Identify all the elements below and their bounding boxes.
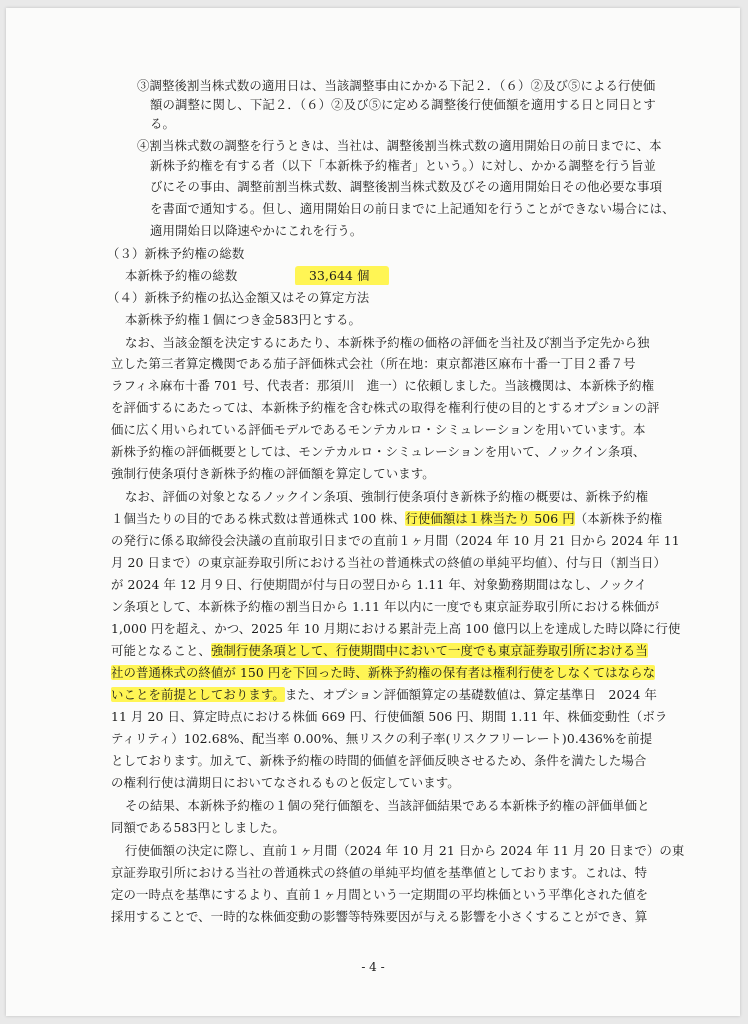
text-line xyxy=(111,464,435,483)
text-line xyxy=(111,729,652,748)
text-line xyxy=(111,907,647,926)
highlighted-text: いことを前提としております。 xyxy=(111,687,285,702)
text-line xyxy=(111,818,285,837)
text-segment: その結果、本新株予約権の１個の発行価額を、当該評価結果である本新株予約権の評価単価と xyxy=(125,798,650,813)
text-line xyxy=(125,841,684,860)
text-line xyxy=(111,885,648,904)
text-segment: （４）新株予約権の払込金額又はその算定方法 xyxy=(107,290,370,305)
text-line xyxy=(111,597,659,616)
text-segment: 価に広く用いられている評価モデルであるモンテカルロ・シミュレーションを用いています。本 xyxy=(111,422,646,437)
text-line xyxy=(107,244,244,263)
text-line xyxy=(111,863,647,882)
text-segment: 同額である583円としました。 xyxy=(111,820,285,835)
text-segment: 額の調整に関し、下記２．（６）②及び⑤に定める調整後行使価額を適用する日と同日とす xyxy=(150,97,656,112)
text-line xyxy=(150,114,175,133)
text-segment: １個当たりの目的である株式数は普通株式 100 株、 xyxy=(111,511,406,526)
text-line xyxy=(111,354,636,373)
text-segment: 新株予約権を有する者（以下「本新株予約権者」という。）に対し、かかる調整を行う旨並 xyxy=(150,158,656,173)
text-line xyxy=(111,751,646,770)
highlight-marker: 33,644 個 xyxy=(295,266,389,285)
document-page xyxy=(6,8,740,1016)
text-line xyxy=(125,266,237,285)
highlighted-text: 強制行使条項として、行使期間中において一度でも東京証券取引所における当 xyxy=(210,643,648,658)
text-line xyxy=(111,619,680,638)
text-segment: （３）新株予約権の総数 xyxy=(107,246,245,261)
text-segment: 立した第三者算定機関である茄子評価株式会社（所在地：東京都港区麻布十番一丁目２番７号 xyxy=(111,356,636,371)
text-line xyxy=(111,641,648,660)
text-segment: の権利行使は満期日においてなされるものと仮定しています。 xyxy=(111,775,460,790)
total-rights-count xyxy=(295,266,389,285)
text-line xyxy=(111,773,460,792)
text-segment: としております。加えて、新株予約権の時間的価値を評価反映させるため、条件を満たした場合 xyxy=(111,753,647,768)
text-line xyxy=(111,663,655,682)
text-line xyxy=(150,199,675,218)
text-line xyxy=(107,288,369,307)
text-line xyxy=(137,76,655,95)
text-line xyxy=(111,707,667,726)
text-segment: ラフィネ麻布十番 701 号、代表者：那須川 進一）に依頼しました。当該機関は、本新株予約権 xyxy=(111,378,655,393)
text-segment: 可能となること、 xyxy=(111,643,211,658)
text-line xyxy=(125,796,650,815)
text-segment: 11 月 20 日、算定時点における株価 669 円、行使価額 506 円、期間 1.11 年、株価変動性（ボラ xyxy=(111,709,668,724)
text-segment: 月 20 日まで）の東京証券取引所における当社の普通株式の終値の単純平均値）、付与日（割当日） xyxy=(111,555,666,570)
text-line xyxy=(111,575,647,594)
text-line xyxy=(150,156,656,175)
text-line xyxy=(111,509,662,528)
page-number: - 4 - xyxy=(361,960,385,974)
text-segment: を評価するにあたっては、本新株予約権を含む株式の取得を権利行使の目的とするオプションの評 xyxy=(111,400,660,415)
text-segment: びにその事由、調整前割当株式数、調整後割当株式数及びその適用開始日その他必要な事項 xyxy=(150,179,663,194)
text-line xyxy=(111,442,645,461)
text-segment: 採用することで、一時的な株価変動の影響等特殊要因が与える影響を小さくすることができ、算 xyxy=(111,909,648,924)
text-line xyxy=(137,136,662,155)
text-segment: ④割当株式数の調整を行うときは、当社は、調整後割当株式数の適用開始日の前日までに、本 xyxy=(137,138,662,153)
text-segment: 強制行使条項付き新株予約権の評価額を算定しています。 xyxy=(111,466,435,481)
text-segment: ン条項として、本新株予約権の割当日から 1.11 年以内に一度でも東京証券取引所における株価が xyxy=(111,599,659,614)
text-line xyxy=(150,221,362,240)
text-line xyxy=(111,376,654,395)
text-segment: る。 xyxy=(150,116,175,131)
text-segment: 行使価額の決定に際し、直前１ヶ月間（2024 年 10 月 21 日から 2024 年 11 月 20 日まで）の東 xyxy=(125,843,685,858)
text-line xyxy=(125,310,361,329)
text-segment: ③調整後割当株式数の適用日は、当該調整事由にかかる下記２．（６）②及び⑤による行使価 xyxy=(137,78,656,93)
text-line xyxy=(111,420,646,439)
text-line xyxy=(125,487,648,506)
text-segment: を書面で通知する。但し、適用開始日の前日までに上記通知を行うことができない場合には、 xyxy=(150,201,675,216)
text-line xyxy=(125,333,650,352)
text-line xyxy=(111,685,657,704)
text-segment: の発行に係る取締役会決議の直前取引日までの直前１ヶ月間（2024 年 10 月 21 日から 2024 年 11 xyxy=(111,533,680,548)
text-segment: 本新株予約権１個につき金583円とする。 xyxy=(125,312,362,327)
text-segment: 京証券取引所における当社の普通株式の終値の単純平均値を基準値としております。これは、特 xyxy=(111,865,648,880)
text-segment: 適用開始日以降速やかにこれを行う。 xyxy=(150,223,363,238)
text-line xyxy=(111,398,659,417)
text-line xyxy=(150,177,662,196)
text-line xyxy=(150,95,656,114)
text-segment: 本新株予約権の総数 xyxy=(125,268,238,283)
text-segment: ティリティ）102.68%、配当率 0.00%、無リスクの利子率(リスクフリーレート)0.436%を前提 xyxy=(111,731,653,746)
text-segment: （本新株予約権 xyxy=(574,511,663,526)
text-segment: 1,000 円を超え、かつ、2025 年 10 月期における累計売上高 100 億円以上を達成した時以降に行使 xyxy=(111,621,681,636)
text-segment: 定の一時点を基準にするより、直前１ヶ月間という一定期間の平均株価という平準化された値を xyxy=(111,887,649,902)
highlighted-text: 行使価額は１株当たり 506 円 xyxy=(405,511,575,526)
text-segment: なお、評価の対象となるノックイン条項、強制行使条項付き新株予約権の概要は、新株予約権 xyxy=(125,489,649,504)
text-segment: が 2024 年 12 月９日、行使期間が付与日の翌日から 1.11 年、対象勤務期間はなし、ノックイ xyxy=(111,577,647,592)
text-segment: また、オプション評価額算定の基礎数値は、算定基準日 2024 年 xyxy=(284,687,657,702)
text-line xyxy=(111,553,666,572)
text-segment: 新株予約権の評価概要としては、モンテカルロ・シミュレーションを用いて、ノックイン条項、 xyxy=(111,444,646,459)
highlighted-text: 社の普通株式の終値が 150 円を下回った時、新株予約権の保有者は権利行使をしなくてはならな xyxy=(111,665,656,680)
text-line xyxy=(111,531,680,550)
text-segment: なお、当該金額を決定するにあたり、本新株予約権の価格の評価を当社及び割当予定先から独 xyxy=(125,335,650,350)
